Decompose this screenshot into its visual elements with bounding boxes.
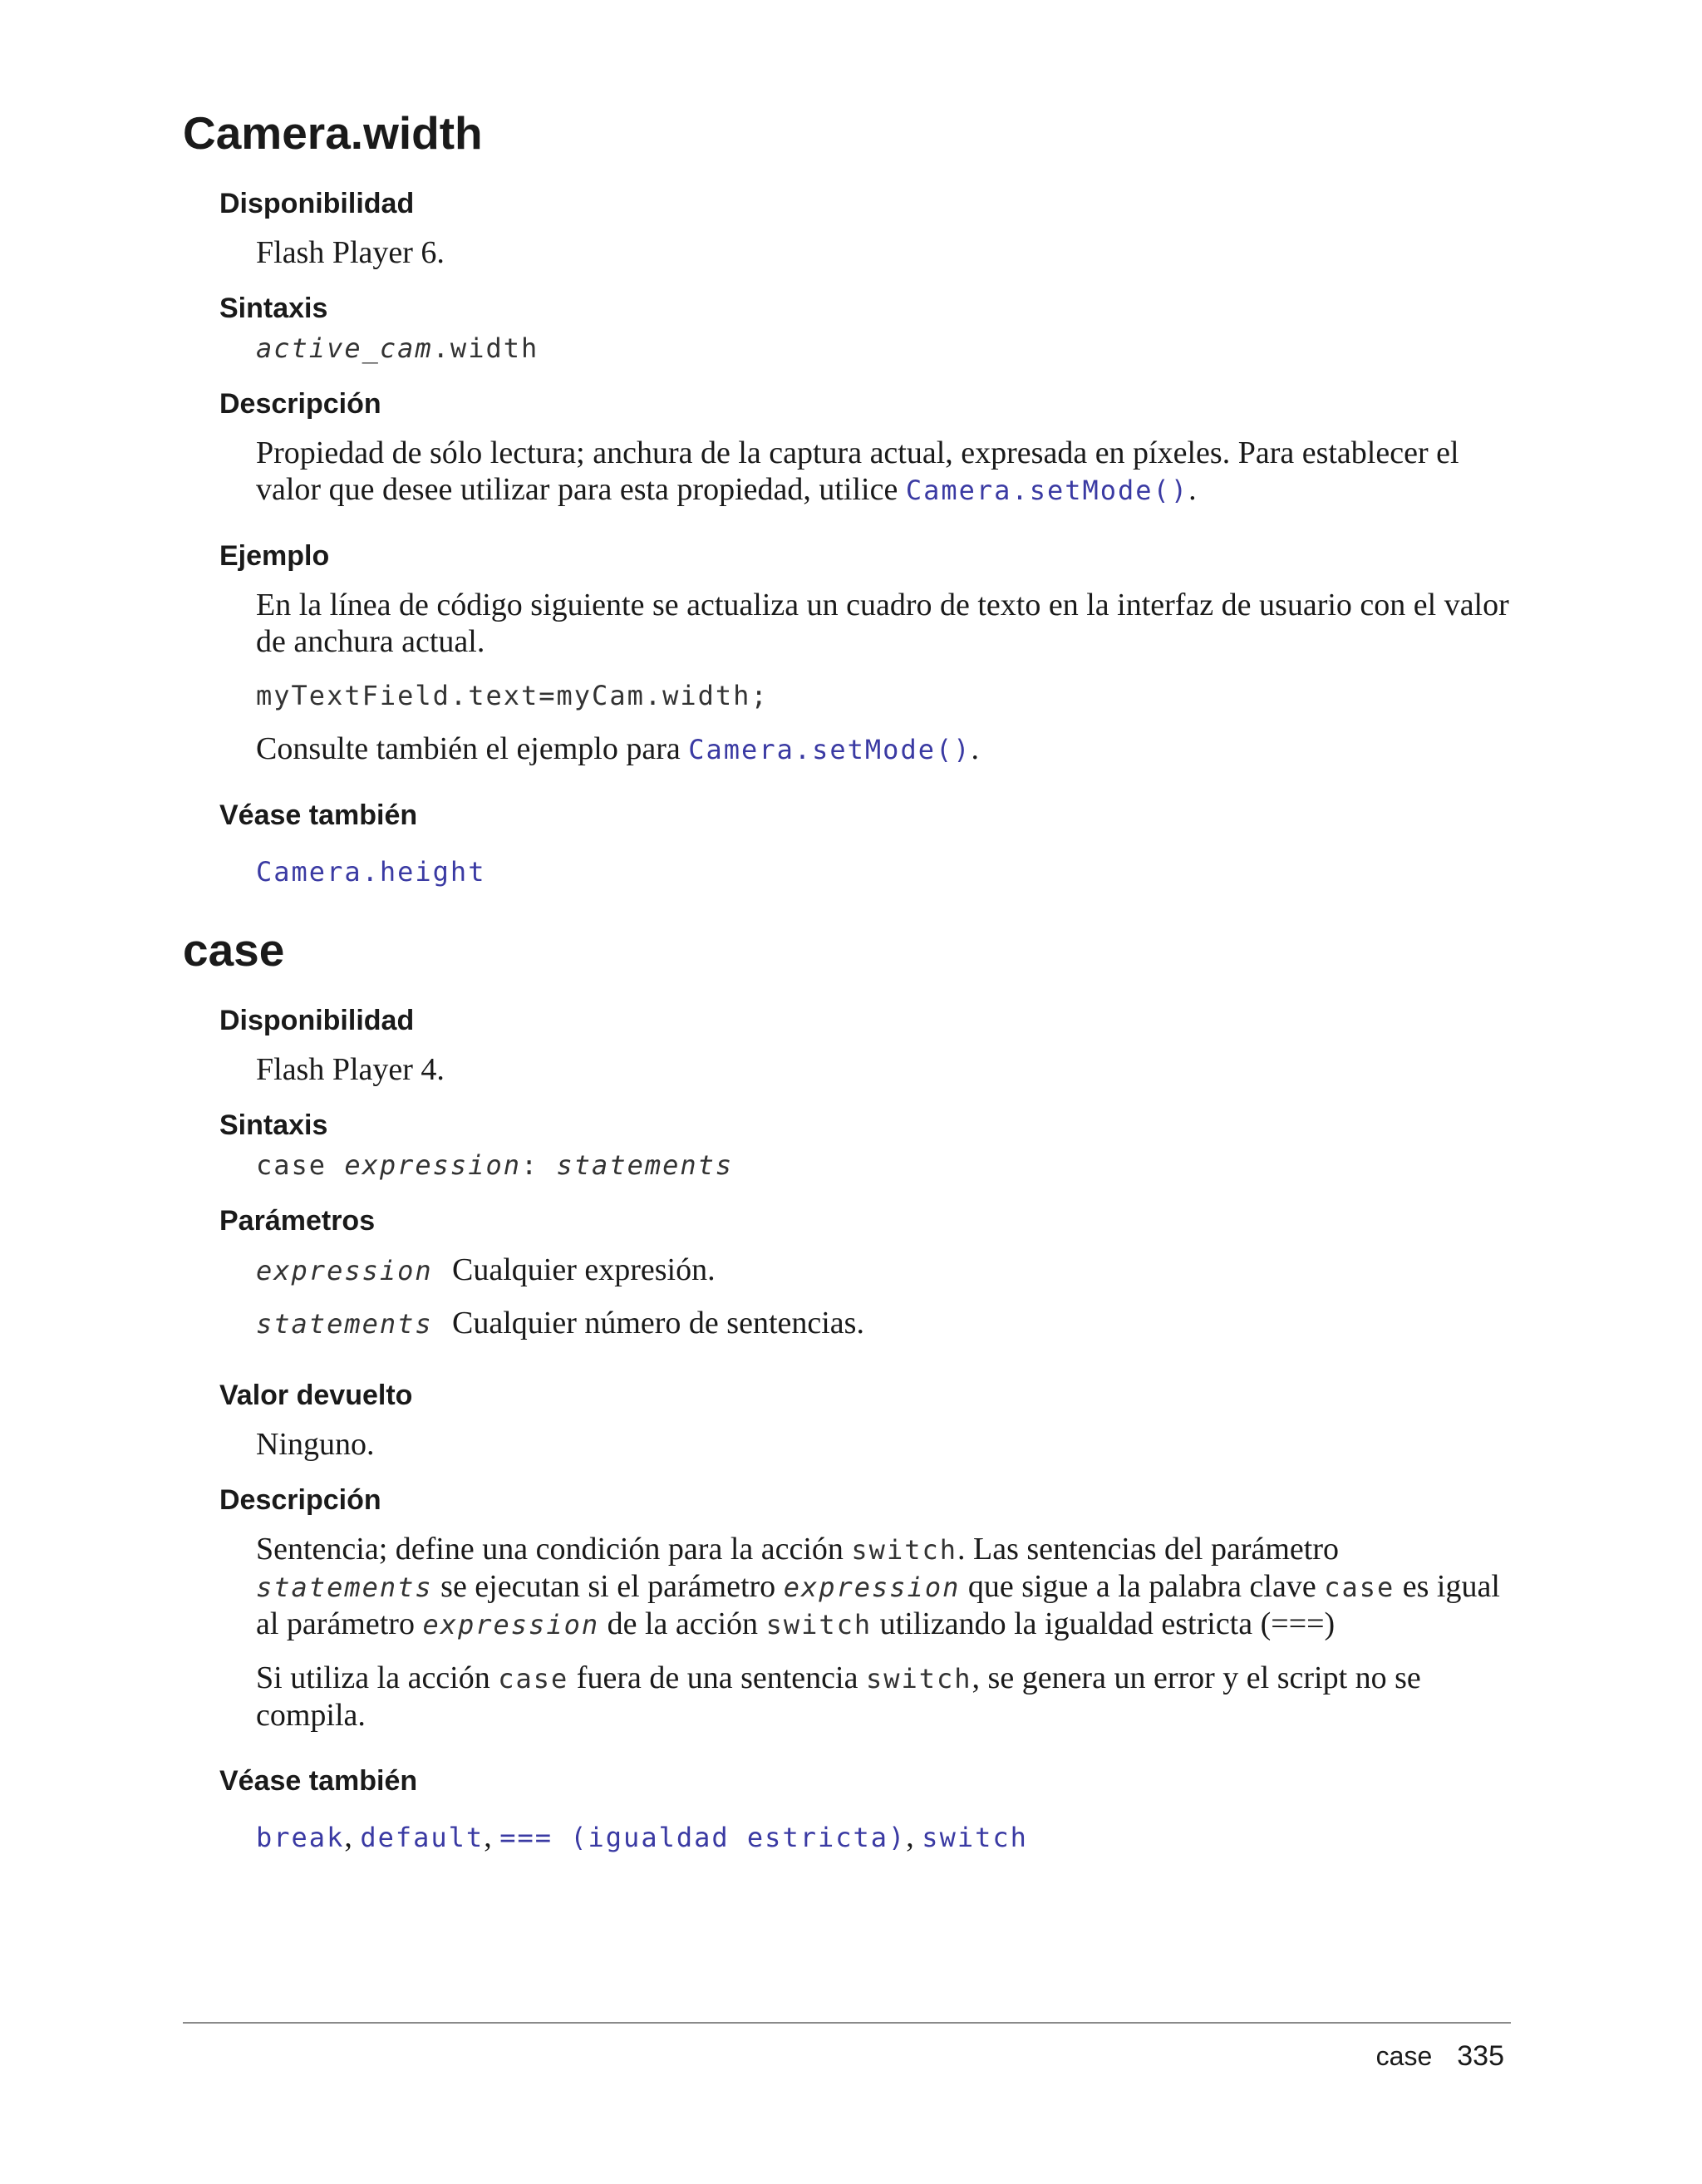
parameter-row [256, 1305, 1513, 1358]
description-heading: Descripción [219, 1484, 381, 1516]
syntax-expression: expression [344, 1149, 521, 1181]
desc-code: switch [851, 1534, 957, 1566]
parameters-heading: Parámetros [219, 1205, 376, 1237]
return-value-heading: Valor devuelto [219, 1380, 413, 1411]
switch-link[interactable]: switch [922, 1822, 1028, 1853]
strict-equality-link[interactable]: === (igualdad estricta) [499, 1822, 907, 1853]
syntax-property: .width [432, 332, 539, 364]
example-see-end: . [971, 731, 979, 766]
availability-text: Flash Player 6. [256, 235, 445, 270]
syntax-colon: : [520, 1149, 557, 1181]
default-link[interactable]: default [360, 1822, 485, 1853]
see-also-list [183, 853, 1513, 890]
availability-text: Flash Player 4. [256, 1052, 445, 1087]
syntax-heading: Sintaxis [219, 1109, 328, 1141]
desc-text: utilizando la igualdad estricta (===) [872, 1606, 1336, 1641]
desc-code: switch [765, 1609, 873, 1640]
footer-section-label: case [1375, 2041, 1433, 2071]
setmode-link[interactable]: Camera.setMode() [905, 475, 1189, 506]
parameters-list [183, 1252, 1513, 1358]
see-also-list [183, 1818, 1513, 1856]
description-paragraph-2 [183, 1660, 1513, 1734]
syntax-line [183, 1146, 1513, 1183]
desc-code: expression [783, 1572, 961, 1603]
parameter-row [256, 1252, 1513, 1305]
syntax-line [183, 329, 1513, 366]
parameter-name: statements [256, 1308, 433, 1340]
list-separator: , [906, 1819, 922, 1854]
desc-code: statements [256, 1572, 433, 1603]
see-also-heading: Véase también [219, 799, 418, 831]
example-heading: Ejemplo [219, 540, 330, 572]
desc-code: case [498, 1663, 569, 1695]
desc-code: switch [865, 1663, 972, 1695]
list-separator: , [344, 1819, 361, 1854]
page-number: 335 [1457, 2040, 1504, 2072]
desc-text: de la acción [599, 1606, 766, 1641]
page-content [183, 100, 1513, 1856]
entry-title: case [183, 924, 285, 976]
example-see-part: Consulte también el ejemplo para [256, 731, 689, 766]
footer-rule [183, 2022, 1511, 2024]
syntax-object: active_cam [256, 332, 433, 364]
description-heading: Descripción [219, 388, 381, 420]
syntax-statements: statements [556, 1149, 734, 1181]
description-text [183, 435, 1513, 509]
syntax-keyword: case [256, 1149, 345, 1181]
availability-heading: Disponibilidad [219, 1005, 415, 1036]
syntax-heading: Sintaxis [219, 293, 328, 324]
desc-text: , se genera un error y el script no se compila. [256, 1660, 1421, 1733]
page-footer [1363, 2040, 1504, 2073]
list-separator: , [484, 1819, 500, 1854]
description-text-part: Propiedad de sólo lectura; anchura de la captura actual, expresada en píxeles. Para establecer el valor que desee utilizar para esta propiedad, utilice [256, 435, 1459, 507]
parameter-description: Cualquier número de sentencias. [452, 1306, 864, 1340]
desc-code: expression [422, 1609, 600, 1640]
desc-text: se ejecutan si el parámetro [432, 1569, 784, 1604]
desc-text: . Las sentencias del parámetro [957, 1532, 1339, 1567]
parameter-description: Cualquier expresión. [452, 1252, 716, 1287]
description-paragraph-1 [183, 1531, 1513, 1643]
entry-title: Camera.width [183, 107, 483, 159]
example-code-line: myTextField.text=myCam.width; [256, 680, 769, 711]
availability-heading: Disponibilidad [219, 188, 415, 219]
camera-height-link[interactable]: Camera.height [256, 856, 486, 888]
example-see-text [183, 730, 1513, 768]
desc-text: fuera de una sentencia [568, 1660, 866, 1695]
desc-text: Si utiliza la acción [256, 1660, 499, 1695]
example-setmode-link[interactable]: Camera.setMode() [688, 734, 972, 765]
description-text-end: . [1188, 472, 1197, 507]
see-also-heading: Véase también [219, 1765, 418, 1797]
desc-code: case [1324, 1572, 1395, 1603]
desc-text: Sentencia; define una condición para la acción [256, 1532, 852, 1567]
desc-text: que sigue a la palabra clave [960, 1569, 1325, 1604]
return-value-text: Ninguno. [256, 1427, 375, 1462]
parameter-name: expression [256, 1255, 433, 1286]
example-text: En la línea de código siguiente se actualiza un cuadro de texto en la interfaz de usuario con el valor de anchura actual. [256, 588, 1509, 659]
desc-text: es igual al parámetro [256, 1569, 1500, 1641]
break-link[interactable]: break [256, 1822, 345, 1853]
example-code [183, 676, 1513, 714]
